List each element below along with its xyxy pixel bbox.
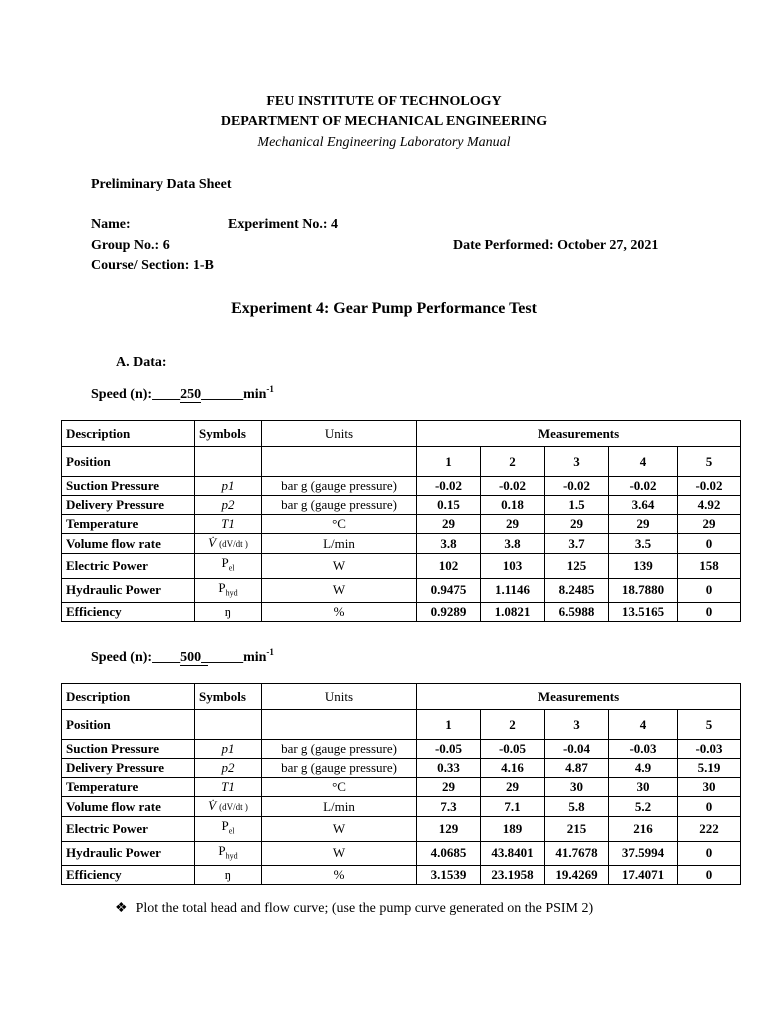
measurement-value: 102 [417,554,481,579]
measurement-value: 0 [678,797,741,817]
row-symbol [195,515,262,534]
row-description: Temperature [62,515,195,534]
row-unit: L/min [262,797,417,817]
measurement-value: 3.1539 [417,866,481,885]
measurement-value: 1.0821 [481,603,545,622]
measurement-value: 4.0685 [417,841,481,866]
measurement-value: 30 [545,778,609,797]
row-symbol [195,578,262,603]
measurement-value: 216 [609,817,678,842]
empty-cell [195,447,262,477]
position-header: Position [62,710,195,740]
row-unit: bar g (gauge pressure) [262,496,417,515]
row-symbol [195,477,262,496]
measurement-value: -0.05 [417,740,481,759]
table-row [62,578,741,603]
table-row [62,759,741,778]
row-symbol [195,866,262,885]
diamond-bullet-icon: ❖ [115,901,128,916]
row-symbol [195,797,262,817]
table-row [62,797,741,817]
row-description: Delivery Pressure [62,496,195,515]
row-description: Hydraulic Power [62,841,195,866]
table-row [62,841,741,866]
measurement-table-250 [61,420,741,622]
symbol-subscript: hyd [225,588,238,598]
symbol-main: T1 [221,779,235,794]
row-symbol [195,496,262,515]
table-row [62,554,741,579]
measurement-value: 29 [417,515,481,534]
measurement-value: 158 [678,554,741,579]
units-header: Units [262,684,417,710]
measurement-index: 4 [609,710,678,740]
measurement-value: 215 [545,817,609,842]
measurement-table-500 [61,683,741,885]
row-description: Suction Pressure [62,740,195,759]
measurement-index: 2 [481,710,545,740]
symbol-main: P [218,579,226,595]
measurement-value: 139 [609,554,678,579]
empty-cell [195,710,262,740]
symbol-subscript: el [228,826,235,836]
table-row [62,496,741,515]
experiment-title: Experiment 4: Gear Pump Performance Test [231,300,537,317]
header-row [62,684,741,710]
measurement-value: 5.19 [678,759,741,778]
measurement-index: 3 [545,447,609,477]
speed-label: Speed (n): [91,387,153,402]
symbol-main: V̇ [208,535,217,550]
measurement-value: 37.5994 [609,841,678,866]
measurement-value: 29 [417,778,481,797]
row-description: Delivery Pressure [62,759,195,778]
measurement-value: 5.2 [609,797,678,817]
row-symbol [195,817,262,842]
measurement-value: 0.33 [417,759,481,778]
table-row [62,515,741,534]
measurement-value: 17.4071 [609,866,678,885]
measurement-value: 23.1958 [481,866,545,885]
measurement-value: 29 [481,778,545,797]
row-symbol [195,778,262,797]
speed-blank-post: ______ [201,387,244,402]
measurement-value: 43.8401 [481,841,545,866]
measurement-value: 189 [481,817,545,842]
symbols-header: Symbols [195,421,262,447]
measurement-value: 0 [678,841,741,866]
name-label: Name: [91,217,131,232]
measurement-value: -0.02 [417,477,481,496]
table-row [62,866,741,885]
symbol-note: (dV/dt ) [219,539,248,549]
measurement-value: 29 [678,515,741,534]
row-symbol [195,740,262,759]
measurement-index: 3 [545,710,609,740]
speed-label: Speed (n): [91,650,153,665]
speed-value: 250 [180,387,202,402]
table-row [62,817,741,842]
row-description: Volume flow rate [62,797,195,817]
speed-blank-pre: ____ [152,650,181,665]
measurement-value: 30 [609,778,678,797]
course-section: Course/ Section: 1-B [91,258,214,273]
measurement-value: 19.4269 [545,866,609,885]
row-unit: °C [262,515,417,534]
row-symbol [195,534,262,554]
measurements-header: Measurements [417,684,741,710]
measurement-value: -0.02 [481,477,545,496]
speed-unit: min [243,387,267,402]
table-row [62,603,741,622]
section-label: A. Data: [116,355,167,370]
measurement-value: 0.18 [481,496,545,515]
row-description: Temperature [62,778,195,797]
plot-instruction [115,900,593,917]
position-row [62,710,741,740]
measurement-value: 41.7678 [545,841,609,866]
measurement-value: -0.02 [678,477,741,496]
measurement-value: 4.16 [481,759,545,778]
row-description: Electric Power [62,817,195,842]
date-performed: Date Performed: October 27, 2021 [453,238,659,253]
units-header: Units [262,421,417,447]
symbol-main: V̇ [208,798,217,813]
header-row [62,421,741,447]
row-description: Hydraulic Power [62,578,195,603]
row-description: Suction Pressure [62,477,195,496]
measurement-value: 7.3 [417,797,481,817]
measurement-value: -0.02 [545,477,609,496]
measurement-value: 3.8 [481,534,545,554]
row-description: Efficiency [62,603,195,622]
row-unit: W [262,841,417,866]
speed-blank-post: _____ [208,650,244,665]
symbol-note: (dV/dt ) [219,802,248,812]
position-header: Position [62,447,195,477]
measurement-index: 1 [417,710,481,740]
measurement-value: 29 [481,515,545,534]
row-symbol [195,554,262,579]
measurement-value: 0 [678,603,741,622]
measurement-value: 8.2485 [545,578,609,603]
table-row [62,534,741,554]
symbol-main: P [221,555,229,570]
measurement-value: 0.9289 [417,603,481,622]
row-unit: bar g (gauge pressure) [262,759,417,778]
description-header: Description [62,421,195,447]
measurement-value: 3.64 [609,496,678,515]
table-row [62,740,741,759]
measurement-index: 4 [609,447,678,477]
row-description: Efficiency [62,866,195,885]
symbol-main: p1 [221,478,235,493]
measurement-value: 1.1146 [481,578,545,603]
table-row [62,477,741,496]
symbol-main: P [221,818,229,833]
speed-line-2 [91,647,274,666]
measurement-value: 13.5165 [609,603,678,622]
row-unit: L/min [262,534,417,554]
row-symbol [195,841,262,866]
row-unit: bar g (gauge pressure) [262,477,417,496]
plot-instruction-text: Plot the total head and flow curve; (use the pump curve generated on the PSIM 2) [135,901,594,916]
measurement-value: 0 [678,578,741,603]
row-symbol [195,759,262,778]
measurement-value: 3.8 [417,534,481,554]
department-name: DEPARTMENT OF MECHANICAL ENGINEERING [220,114,548,129]
row-description: Volume flow rate [62,534,195,554]
measurement-index: 1 [417,447,481,477]
row-unit: W [262,817,417,842]
measurement-value: -0.05 [481,740,545,759]
measurement-value: 0 [678,866,741,885]
group-number: Group No.: 6 [91,238,170,253]
empty-cell [262,447,417,477]
measurement-value: 103 [481,554,545,579]
measurement-index: 5 [678,447,741,477]
measurement-value: 125 [545,554,609,579]
symbol-main: ŋ [224,604,232,620]
measurement-value: 3.5 [609,534,678,554]
measurement-value: 29 [609,515,678,534]
row-unit: W [262,578,417,603]
measurement-value: -0.03 [609,740,678,759]
row-description: Electric Power [62,554,195,579]
measurement-value: -0.03 [678,740,741,759]
measurement-index: 5 [678,710,741,740]
measurement-index: 2 [481,447,545,477]
symbols-header: Symbols [195,684,262,710]
measurement-value: 30 [678,778,741,797]
table-row [62,778,741,797]
measurement-value: 5.8 [545,797,609,817]
measurement-value: 18.7880 [609,578,678,603]
sheet-title: Preliminary Data Sheet [91,177,232,192]
symbol-main: P [218,842,226,858]
manual-title: Mechanical Engineering Laboratory Manual [257,135,511,150]
speed-unit-exponent: -1 [266,647,274,657]
measurement-value: 6.5988 [545,603,609,622]
measurement-value: 7.1 [481,797,545,817]
speed-unit-exponent: -1 [266,384,274,394]
measurement-value: 4.92 [678,496,741,515]
symbol-main: ŋ [224,867,232,883]
row-unit: °C [262,778,417,797]
symbol-subscript: el [228,563,235,573]
symbol-main: T1 [221,516,235,531]
description-header: Description [62,684,195,710]
speed-blank-pre: ____ [152,387,181,402]
measurement-value: 0.15 [417,496,481,515]
symbol-main: p2 [221,760,235,775]
experiment-number: Experiment No.: 4 [228,217,339,232]
measurement-value: 1.5 [545,496,609,515]
row-unit: W [262,554,417,579]
measurement-value: 4.9 [609,759,678,778]
row-unit: % [262,866,417,885]
measurement-value: 222 [678,817,741,842]
measurements-header: Measurements [417,421,741,447]
speed-unit: min [243,650,267,665]
measurement-value: 29 [545,515,609,534]
symbol-main: p1 [221,741,235,756]
measurement-value: -0.04 [545,740,609,759]
speed-line-1 [91,384,274,403]
measurement-value: 3.7 [545,534,609,554]
empty-cell [262,710,417,740]
row-unit: % [262,603,417,622]
measurement-value: 129 [417,817,481,842]
measurement-value: 4.87 [545,759,609,778]
measurement-value: 0 [678,534,741,554]
speed-value: 500_ [180,650,209,665]
position-row [62,447,741,477]
symbol-main: p2 [221,497,235,512]
measurement-value: 0.9475 [417,578,481,603]
row-symbol [195,603,262,622]
measurement-value: -0.02 [609,477,678,496]
row-unit: bar g (gauge pressure) [262,740,417,759]
institute-name: FEU INSTITUTE OF TECHNOLOGY [266,94,502,109]
symbol-subscript: hyd [225,851,238,861]
